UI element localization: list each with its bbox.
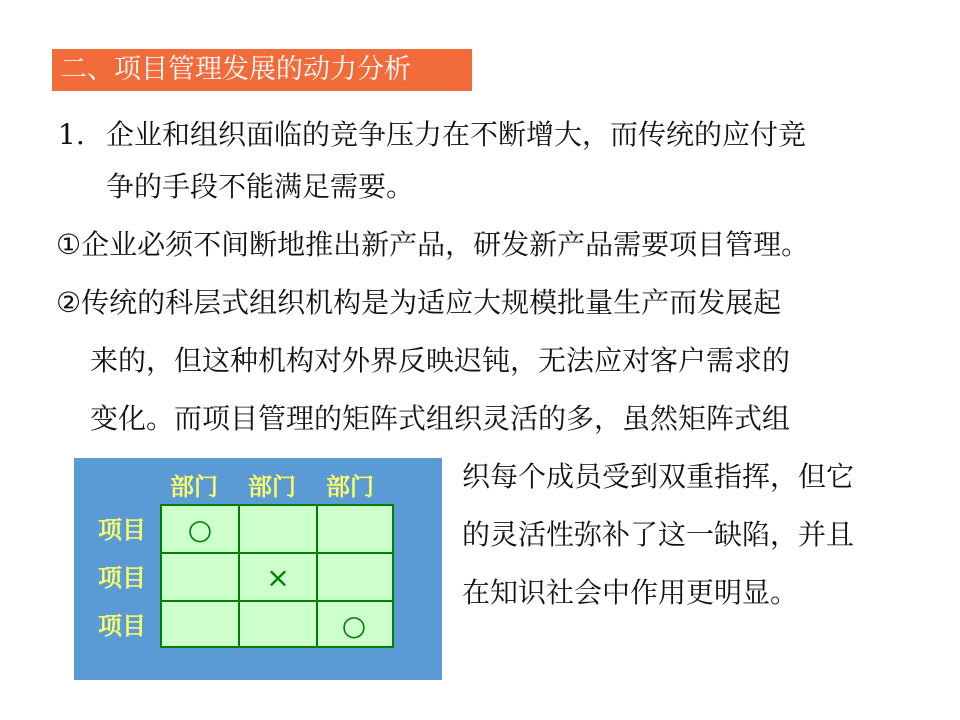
- dept-label: 部门: [170, 473, 218, 501]
- point-b-line4: 织每个成员受到双重指挥，但它: [462, 460, 855, 493]
- project-label: 项目: [98, 516, 146, 544]
- project-label: 项目: [98, 564, 146, 592]
- grid-line: [162, 552, 392, 554]
- grid-line: [238, 506, 240, 646]
- project-label: 项目: [98, 612, 146, 640]
- matrix-organization-diagram: [74, 458, 442, 680]
- circle-mark: ○: [341, 609, 367, 642]
- point-number: 1.: [58, 118, 85, 151]
- point-b-line2: 来的，但这种机构对外界反映迟钝，无法应对客户需求的: [90, 344, 791, 377]
- grid-line: [162, 600, 392, 602]
- point1-line1: 企业和组织面临的竞争压力在不断增大，而传统的应付竞: [106, 118, 807, 151]
- grid-line: [316, 506, 318, 646]
- cross-mark: ×: [266, 561, 290, 594]
- matrix-grid: [160, 504, 394, 648]
- dept-label: 部门: [326, 473, 374, 501]
- point-b-line5: 的灵活性弥补了这一缺陷，并且: [462, 518, 855, 551]
- point-b-line1: ②传统的科层式组织机构是为适应大规模批量生产而发展起: [56, 286, 782, 319]
- circle-mark: ○: [187, 513, 213, 546]
- point-b-line3: 变化。而项目管理的矩阵式组织灵活的多，虽然矩阵式组: [90, 402, 791, 435]
- point1-line2: 争的手段不能满足需要。: [106, 170, 415, 203]
- point-a-text: ①企业必须不间断地推出新产品，研发新产品需要项目管理。: [56, 228, 810, 261]
- section-heading: 二、项目管理发展的动力分析: [52, 49, 472, 91]
- dept-label: 部门: [248, 473, 296, 501]
- point-b-line6: 在知识社会中作用更明显。: [462, 576, 799, 609]
